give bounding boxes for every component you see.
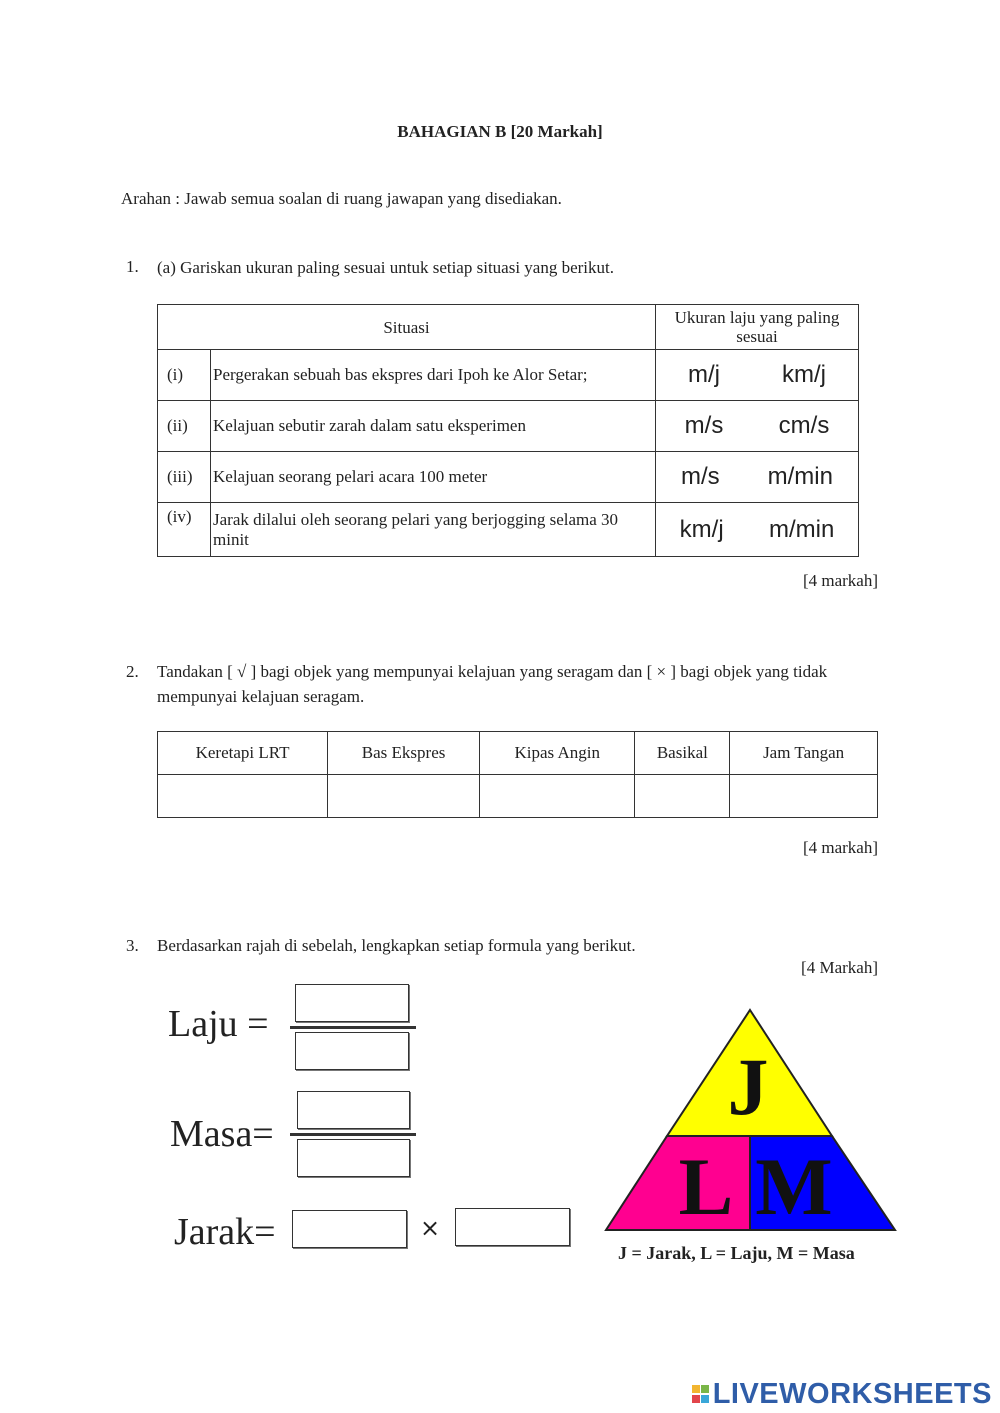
jarak-label: Jarak= <box>174 1211 276 1253</box>
table-row <box>158 503 859 557</box>
letter-l: L <box>678 1141 734 1232</box>
answer-cell[interactable] <box>480 775 635 818</box>
col-header: Bas Ekspres <box>328 732 480 775</box>
jarak-box-1[interactable] <box>292 1210 407 1248</box>
letter-j: J <box>727 1041 769 1132</box>
answer-cell[interactable] <box>730 775 878 818</box>
table-row <box>158 452 859 503</box>
laju-fraction-line <box>290 1026 416 1029</box>
jarak-box-2[interactable] <box>455 1208 570 1246</box>
diagram-caption: J = Jarak, L = Laju, M = Masa <box>618 1243 855 1263</box>
option-2[interactable]: km/j <box>782 361 826 388</box>
masa-label: Masa= <box>170 1113 274 1155</box>
col-header: Jam Tangan <box>730 732 878 775</box>
row-number: (i) <box>158 350 211 401</box>
table-row <box>158 401 859 452</box>
logo-text: LIVEWORKSHEETS <box>712 1378 992 1410</box>
table-row <box>158 350 859 401</box>
answer-cell[interactable] <box>635 775 730 818</box>
q2-text: Tandakan [ √ ] bagi objek yang mempunyai kelajuan yang seragam dan [ × ] bagi objek yang tidak mempunyai kelajuan seragam. <box>157 662 828 706</box>
laju-numerator-box[interactable] <box>295 984 409 1022</box>
masa-fraction-line <box>290 1133 416 1136</box>
q2-number: 2. <box>126 662 139 681</box>
col-header: Basikal <box>635 732 730 775</box>
option-1[interactable]: m/s <box>680 463 720 490</box>
col-header: Kipas Angin <box>480 732 635 775</box>
instruction-text: Arahan : Jawab semua soalan di ruang jawapan yang disediakan. <box>121 189 562 208</box>
row-number: (ii) <box>158 401 211 452</box>
option-2[interactable]: m/min <box>767 463 833 490</box>
q2-table <box>157 731 878 818</box>
q1-text: (a) Gariskan ukuran paling sesuai untuk setiap situasi yang berikut. <box>157 258 614 277</box>
laju-label: Laju = <box>168 1003 269 1045</box>
page-title: BAHAGIAN B [20 Markah] <box>397 122 603 141</box>
masa-denominator-box[interactable] <box>297 1139 410 1177</box>
jlm-triangle-diagram <box>598 1002 904 1242</box>
q2-marks: [4 markah] <box>802 838 878 857</box>
letter-m: M <box>755 1141 833 1232</box>
q1-number: 1. <box>126 257 139 276</box>
option-1[interactable]: m/j <box>688 361 720 388</box>
masa-numerator-box[interactable] <box>297 1091 410 1129</box>
q3-text: Berdasarkan rajah di sebelah, lengkapkan setiap formula yang berikut. <box>157 936 636 955</box>
answer-cell[interactable] <box>158 775 328 818</box>
q3-marks: [4 Markah] <box>801 958 878 977</box>
option-2[interactable]: m/min <box>768 515 835 543</box>
row-description: Pergerakan sebuah bas ekspres dari Ipoh ke Alor Setar; <box>211 350 656 401</box>
answer-cell[interactable] <box>328 775 480 818</box>
row-number: (iii) <box>158 452 211 503</box>
row-description: Kelajuan seorang pelari acara 100 meter <box>211 452 656 503</box>
col-header: Keretapi LRT <box>158 732 328 775</box>
col-measure-header: Ukuran laju yang paling sesuai <box>656 305 859 350</box>
laju-denominator-box[interactable] <box>295 1032 409 1070</box>
liveworksheets-logo <box>692 1378 992 1411</box>
q3-number: 3. <box>126 936 139 955</box>
q1-marks: [4 markah] <box>802 571 878 590</box>
option-1[interactable]: km/j <box>679 515 724 543</box>
q1-table <box>157 304 859 557</box>
times-symbol: × <box>420 1214 441 1242</box>
row-description: Kelajuan sebutir zarah dalam satu eksperimen <box>211 401 656 452</box>
option-1[interactable]: m/s <box>684 412 724 439</box>
row-description: Jarak dilalui oleh seorang pelari yang berjogging selama 30 minit <box>211 503 656 557</box>
logo-icon <box>692 1380 710 1402</box>
row-number: (iv) <box>158 503 211 557</box>
col-situation-header: Situasi <box>158 305 656 350</box>
option-2[interactable]: cm/s <box>778 412 830 439</box>
